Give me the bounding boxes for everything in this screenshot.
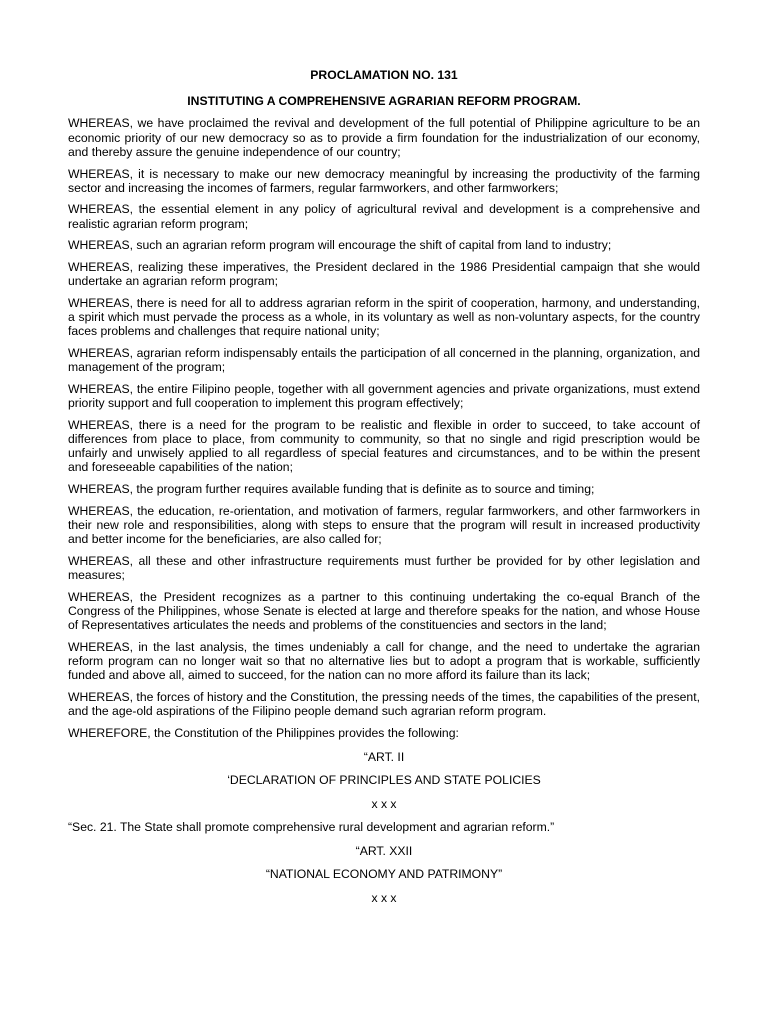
whereas-clause-15: WHEREAS, the forces of history and the Constitution, the pressing needs of the times, the capabilities of the present, and the age-old aspirations of the Filipino people demand such agrarian reform program. — [68, 690, 700, 719]
whereas-clause-6: WHEREAS, there is need for all to address agrarian reform in the spirit of cooperation, harmony, and understanding, a spirit which must pervade the process as a whole, in its voluntary as well as non-voluntary aspects, for the country faces problems and challenges that require national unity; — [68, 295, 700, 339]
article-xii-title: “NATIONAL ECONOMY AND PATRIMONY” — [265, 867, 503, 882]
ellipsis-separator-2: x x x — [371, 890, 397, 905]
section-21-text: “Sec. 21. The State shall promote comprehensive rural development and agrarian reform.” — [68, 820, 555, 835]
whereas-clause-8: WHEREAS, the entire Filipino people, together with all government agencies and private organizations, must extend priority support and full cooperation to implement this program effectively; — [68, 381, 700, 411]
whereas-clause-14: WHEREAS, in the last analysis, the times undeniably a call for change, and the need to undertake the agrarian reform program can no longer wait so that no alternative lies but to adopt a program that is workable, sufficiently funded and above all, aimed to succeed, for the nation can no more afford its failure than its lack; — [68, 640, 700, 683]
whereas-clause-4: WHEREAS, such an agrarian reform program will encourage the shift of capital from land to industry; — [68, 238, 612, 253]
wherefore-clause: WHEREFORE, the Constitution of the Philippines provides the following: — [68, 726, 459, 741]
proclamation-title: PROCLAMATION NO. 131 — [310, 68, 458, 82]
whereas-clause-3: WHEREAS, the essential element in any policy of agricultural revival and development is a comprehensive and realistic agrarian reform program; — [68, 202, 700, 231]
article-ii-title: ‘DECLARATION OF PRINCIPLES AND STATE POLICIES — [227, 773, 541, 788]
whereas-clause-2: WHEREAS, it is necessary to make our new democracy meaningful by increasing the productivity of the farming sector and increasing the incomes of farmers, regular farmworkers, and other farmworkers; — [68, 166, 700, 195]
article-xii-heading: “ART. XXII — [355, 843, 413, 858]
whereas-clause-5: WHEREAS, realizing these imperatives, the President declared in the 1986 Presidential campaign that she would undertake an agrarian reform program; — [68, 260, 700, 289]
whereas-clause-1: WHEREAS, we have proclaimed the revival and development of the full potential of Philippine agriculture to be an economic priority of our new democracy so as to provide a firm foundation for the industrialization of our economy, and thereby assure the genuine independence of our country; — [68, 116, 700, 159]
article-ii-heading: “ART. II — [363, 749, 405, 764]
whereas-clause-9: WHEREAS, there is a need for the program to be realistic and flexible in order to succeed, to take account of differences from place to place, from community to community, so that no single and rigid prescription would be unfairly and unwisely applied to all regardless of special features and circumstances, and to be within the present and foreseeable capabilities of the nation; — [68, 417, 700, 475]
whereas-clause-13: WHEREAS, the President recognizes as a partner to this continuing undertaking the co-equal Branch of the Congress of the Philippines, whose Senate is elected at large and therefore speaks for the nation, and whose House of Representatives articulates the needs and problems of the constituencies and sectors in the land; — [68, 589, 700, 633]
whereas-clause-12: WHEREAS, all these and other infrastructure requirements must further be provided for by other legislation and measures; — [68, 553, 700, 583]
whereas-clause-7: WHEREAS, agrarian reform indispensably entails the participation of all concerned in the planning, organization, and management of the program; — [68, 346, 700, 375]
whereas-clause-10: WHEREAS, the program further requires available funding that is definite as to source and timing; — [68, 482, 595, 497]
proclamation-subtitle: INSTITUTING A COMPREHENSIVE AGRARIAN REFORM PROGRAM. — [187, 94, 581, 109]
whereas-clause-11: WHEREAS, the education, re-orientation, and motivation of farmers, regular farmworkers, and other farmworkers in their new role and responsibilities, along with steps to ensure that the program will result in increased productivity and better income for the beneficiaries, are also called for; — [68, 503, 700, 547]
ellipsis-separator-1: x x x — [371, 796, 397, 811]
